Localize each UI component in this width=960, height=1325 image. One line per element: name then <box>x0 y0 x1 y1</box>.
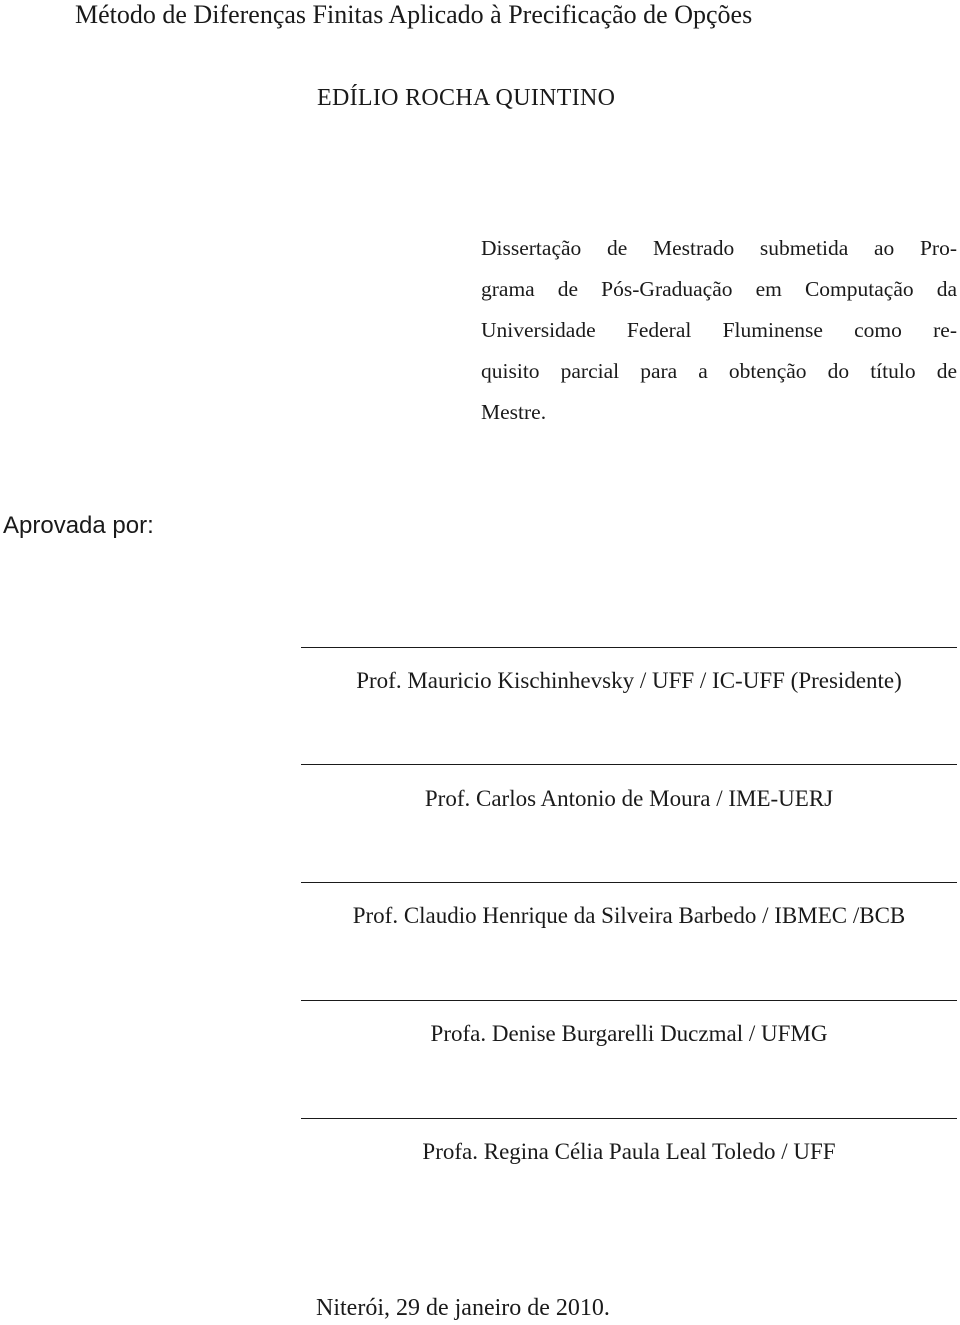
signature-line <box>301 1000 957 1001</box>
place-and-date: Niterói, 29 de janeiro de 2010. <box>316 1295 610 1321</box>
committee-member: Profa. Denise Burgarelli Duczmal / UFMG <box>430 1021 828 1046</box>
signature-line <box>301 647 957 648</box>
statement-line: grama de Pós-Graduação em Computação da <box>481 277 957 301</box>
statement-line: quisito parcial para a obtenção do título de <box>481 359 957 383</box>
committee-member: Prof. Carlos Antonio de Moura / IME-UERJ <box>424 786 834 811</box>
statement-line: Mestre. <box>481 400 547 424</box>
approved-by-label: Aprovada por: <box>3 512 154 539</box>
statement-line: Dissertação de Mestrado submetida ao Pro- <box>481 236 957 260</box>
document-title: Método de Diferenças Finitas Aplicado à Precificação de Opções <box>75 0 753 29</box>
committee-member: Profa. Regina Célia Paula Leal Toledo / UFF <box>422 1139 836 1164</box>
signature-line <box>301 882 957 883</box>
committee-member: Prof. Mauricio Kischinhevsky / UFF / IC-UFF (Presidente) <box>356 668 902 693</box>
statement-line: Universidade Federal Fluminense como re- <box>481 318 957 342</box>
author-name: EDÍLIO ROCHA QUINTINO <box>317 85 616 111</box>
committee-member: Prof. Claudio Henrique da Silveira Barbedo / IBMEC /BCB <box>352 903 906 928</box>
dissertation-statement <box>481 228 957 433</box>
signature-line <box>301 764 957 765</box>
signature-line <box>301 1118 957 1119</box>
